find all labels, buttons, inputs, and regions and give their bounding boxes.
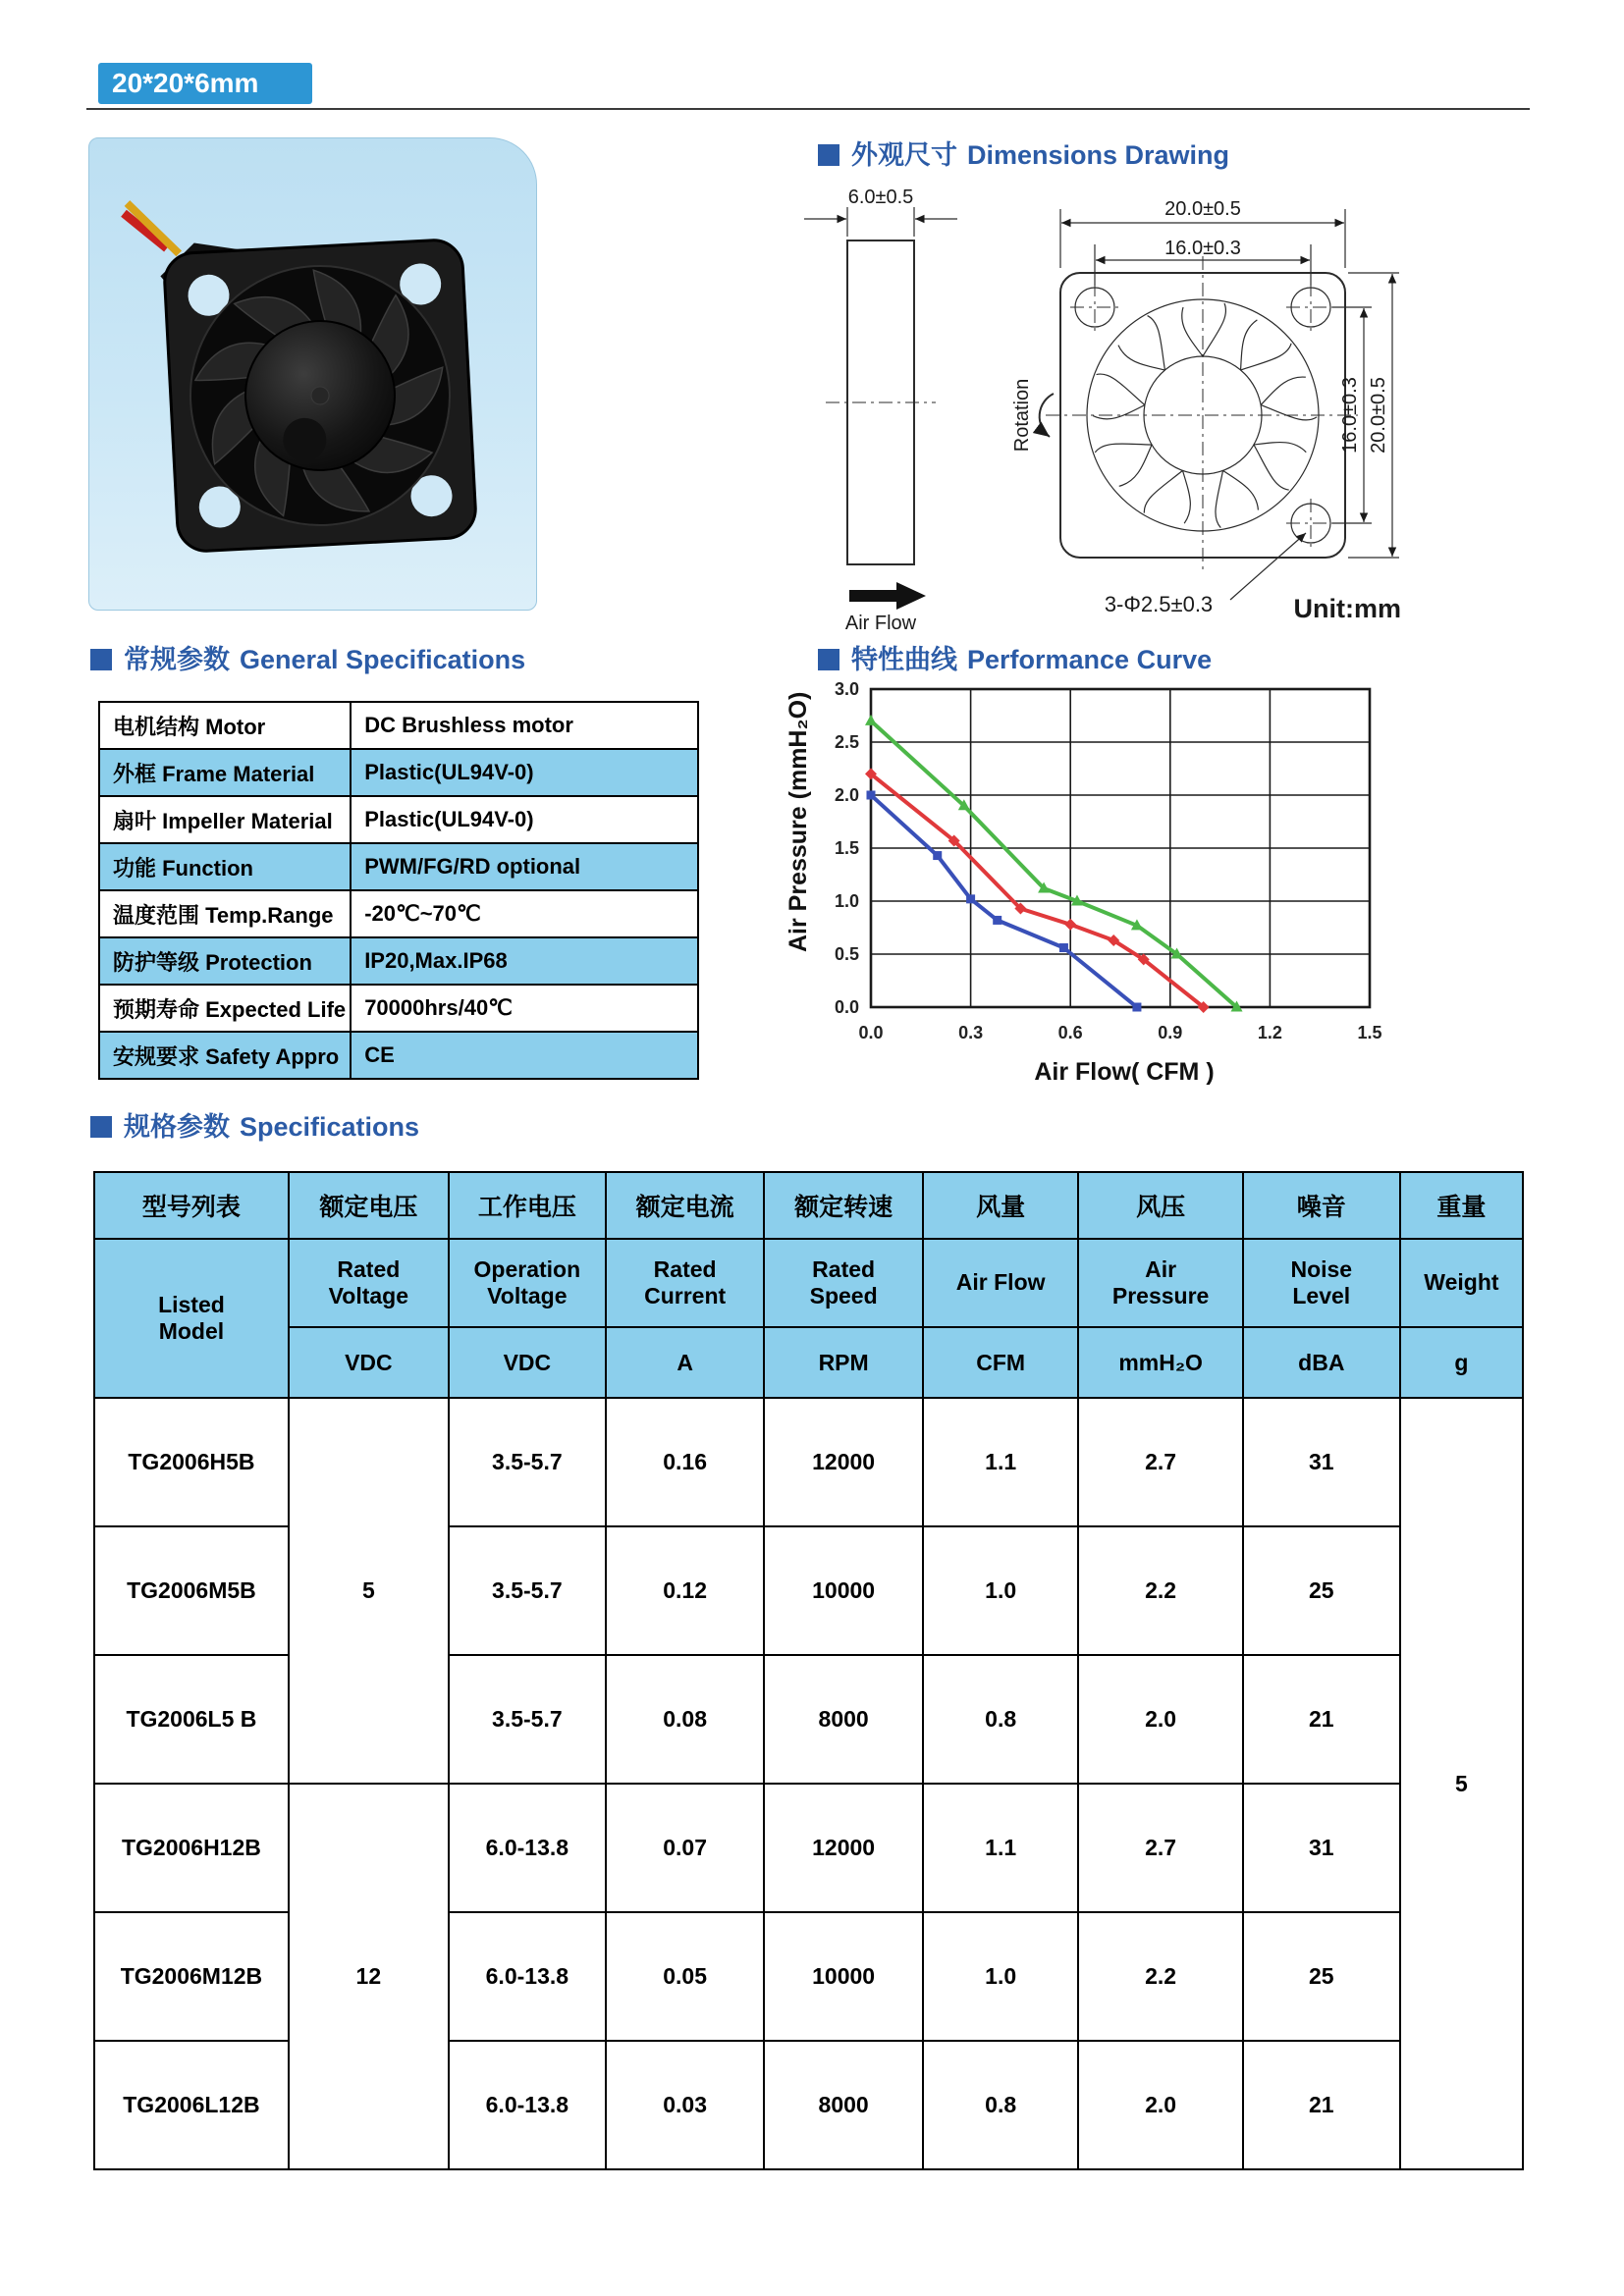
size-badge: 20*20*6mm bbox=[98, 63, 312, 104]
general-specs-table bbox=[98, 701, 699, 1080]
general-spec-row bbox=[99, 843, 698, 890]
general-spec-label: 预期寿命 Expected Life bbox=[99, 985, 351, 1032]
model-cell: TG2006L12B bbox=[94, 2041, 289, 2169]
yellow-wire bbox=[127, 200, 179, 256]
rated-current-cell: 0.16 bbox=[606, 1398, 765, 1526]
general-spec-row bbox=[99, 749, 698, 796]
model-cell: TG2006H5B bbox=[94, 1398, 289, 1526]
air-pressure-cell: 2.7 bbox=[1078, 1784, 1242, 1912]
dim-outer-width: 20.0±0.5 bbox=[1164, 198, 1241, 220]
spec-header-zh-row bbox=[94, 1172, 1523, 1239]
air-flow-cell: 0.8 bbox=[923, 2041, 1079, 2169]
rated-current-cell: 0.03 bbox=[606, 2041, 765, 2169]
y-tick-label: 1.0 bbox=[834, 891, 859, 911]
general-spec-row bbox=[99, 702, 698, 749]
unit-air-pressure: mmH₂O bbox=[1078, 1327, 1242, 1398]
header-weight-zh: 重量 bbox=[1400, 1172, 1523, 1239]
general-spec-value: PWM/FG/RD optional bbox=[351, 843, 698, 890]
header-operation-voltage-zh: 工作电压 bbox=[449, 1172, 606, 1239]
general-spec-value: Plastic(UL94V-0) bbox=[351, 749, 698, 796]
air-pressure-cell: 2.2 bbox=[1078, 1912, 1242, 2041]
operation-voltage-cell: 6.0-13.8 bbox=[449, 1912, 606, 2041]
general-spec-value: CE bbox=[351, 1032, 698, 1079]
rated-speed-cell: 10000 bbox=[764, 1526, 923, 1655]
header-noise-en: Noise Level bbox=[1243, 1239, 1400, 1327]
hub-center bbox=[311, 387, 330, 405]
general-spec-label: 安规要求 Safety Appro bbox=[99, 1032, 351, 1079]
general-spec-label: 防护等级 Protection bbox=[99, 937, 351, 985]
dimensions-section-title: 外观尺寸 Dimensions Drawing bbox=[818, 133, 1229, 172]
medium-speed-curve-marker bbox=[1064, 919, 1076, 931]
low-speed-curve-marker bbox=[1059, 943, 1068, 952]
header-rated-current-en: Rated Current bbox=[606, 1239, 765, 1327]
header-air-pressure-zh: 风压 bbox=[1078, 1172, 1242, 1239]
unit-rated-voltage: VDC bbox=[289, 1327, 449, 1398]
general-spec-label: 扇叶 Impeller Material bbox=[99, 796, 351, 843]
specifications-table bbox=[93, 1171, 1524, 2170]
dim-hole-pitch-w: 16.0±0.3 bbox=[1164, 238, 1241, 259]
unit-weight: g bbox=[1400, 1327, 1523, 1398]
rated-voltage-cell: 5 bbox=[289, 1398, 449, 1784]
air-pressure-cell: 2.7 bbox=[1078, 1398, 1242, 1526]
general-spec-row bbox=[99, 937, 698, 985]
header-rated-voltage-zh: 额定电压 bbox=[289, 1172, 449, 1239]
low-speed-curve-marker bbox=[993, 916, 1001, 925]
x-tick-label: 1.5 bbox=[1357, 1023, 1382, 1042]
y-tick-label: 0.0 bbox=[834, 997, 859, 1017]
rated-current-cell: 0.08 bbox=[606, 1655, 765, 1784]
header-operation-voltage-en: Operation Voltage bbox=[449, 1239, 606, 1327]
unit-note: Unit:mm bbox=[1293, 594, 1401, 623]
rated-voltage-cell: 12 bbox=[289, 1784, 449, 2169]
noise-cell: 25 bbox=[1243, 1912, 1400, 2041]
header-noise-zh: 噪音 bbox=[1243, 1172, 1400, 1239]
general-spec-value: DC Brushless motor bbox=[351, 702, 698, 749]
fan-photo bbox=[89, 138, 536, 610]
y-tick-label: 1.5 bbox=[834, 838, 859, 858]
specs-section-title: 规格参数 Specifications bbox=[90, 1105, 419, 1144]
unit-rated-speed: RPM bbox=[764, 1327, 923, 1398]
high-speed-curve bbox=[871, 721, 1237, 1007]
x-tick-label: 0.0 bbox=[858, 1023, 884, 1042]
airflow-label: Air Flow bbox=[844, 613, 917, 631]
y-tick-label: 3.0 bbox=[834, 679, 859, 699]
spec-header-unit-row bbox=[94, 1327, 1523, 1398]
general-spec-row bbox=[99, 1032, 698, 1079]
model-cell: TG2006M5B bbox=[94, 1526, 289, 1655]
noise-cell: 21 bbox=[1243, 2041, 1400, 2169]
medium-speed-curve bbox=[871, 774, 1204, 1007]
general-spec-label: 外框 Frame Material bbox=[99, 749, 351, 796]
general-spec-value: Plastic(UL94V-0) bbox=[351, 796, 698, 843]
header-rated-speed-en: Rated Speed bbox=[764, 1239, 923, 1327]
general-spec-row bbox=[99, 985, 698, 1032]
low-speed-curve-marker bbox=[933, 851, 942, 860]
operation-voltage-cell: 3.5-5.7 bbox=[449, 1398, 606, 1526]
y-tick-label: 2.5 bbox=[834, 732, 859, 752]
low-speed-curve-marker bbox=[867, 791, 876, 800]
general-spec-row bbox=[99, 890, 698, 937]
header-model-en: Listed Model bbox=[94, 1239, 289, 1398]
side-view bbox=[804, 187, 957, 631]
rated-speed-cell: 12000 bbox=[764, 1784, 923, 1912]
section-square-icon bbox=[818, 144, 839, 166]
product-photo-panel bbox=[88, 137, 537, 611]
x-tick-label: 0.6 bbox=[1057, 1023, 1083, 1042]
unit-air-flow: CFM bbox=[923, 1327, 1079, 1398]
rated-speed-cell: 8000 bbox=[764, 1655, 923, 1784]
section-square-icon bbox=[90, 1116, 112, 1138]
weight-cell: 5 bbox=[1400, 1398, 1523, 2169]
noise-cell: 21 bbox=[1243, 1655, 1400, 1784]
rated-current-cell: 0.12 bbox=[606, 1526, 765, 1655]
air-flow-cell: 1.1 bbox=[923, 1398, 1079, 1526]
header-air-flow-zh: 风量 bbox=[923, 1172, 1079, 1239]
general-spec-label: 温度范围 Temp.Range bbox=[99, 890, 351, 937]
fan-image bbox=[123, 186, 476, 554]
header-air-pressure-en: Air Pressure bbox=[1078, 1239, 1242, 1327]
x-tick-label: 1.2 bbox=[1257, 1023, 1282, 1042]
general-spec-label: 电机结构 Motor bbox=[99, 702, 351, 749]
general-section-title: 常规参数 General Specifications bbox=[90, 638, 525, 676]
header-rated-voltage-en: Rated Voltage bbox=[289, 1239, 449, 1327]
x-axis-label: Air Flow( CFM ) bbox=[1034, 1058, 1215, 1086]
rotation-label: Rotation bbox=[1011, 378, 1033, 453]
air-pressure-cell: 2.0 bbox=[1078, 2041, 1242, 2169]
dimensions-drawing bbox=[771, 180, 1404, 636]
rated-speed-cell: 12000 bbox=[764, 1398, 923, 1526]
performance-chart bbox=[781, 675, 1399, 1097]
unit-operation-voltage: VDC bbox=[449, 1327, 606, 1398]
operation-voltage-cell: 6.0-13.8 bbox=[449, 2041, 606, 2169]
section-square-icon bbox=[90, 649, 112, 670]
general-spec-value: -20℃~70℃ bbox=[351, 890, 698, 937]
noise-cell: 31 bbox=[1243, 1784, 1400, 1912]
header-weight-en: Weight bbox=[1400, 1239, 1523, 1327]
spec-row bbox=[94, 1784, 1523, 1912]
rated-speed-cell: 8000 bbox=[764, 2041, 923, 2169]
air-flow-cell: 1.1 bbox=[923, 1784, 1079, 1912]
header-rated-current-zh: 额定电流 bbox=[606, 1172, 765, 1239]
rated-speed-cell: 10000 bbox=[764, 1912, 923, 2041]
rated-current-cell: 0.05 bbox=[606, 1912, 765, 2041]
air-flow-cell: 0.8 bbox=[923, 1655, 1079, 1784]
operation-voltage-cell: 3.5-5.7 bbox=[449, 1655, 606, 1784]
model-cell: TG2006L5 B bbox=[94, 1655, 289, 1784]
rated-current-cell: 0.07 bbox=[606, 1784, 765, 1912]
air-flow-cell: 1.0 bbox=[923, 1912, 1079, 2041]
general-spec-value: 70000hrs/40℃ bbox=[351, 985, 698, 1032]
high-speed-curve-marker bbox=[865, 715, 877, 725]
operation-voltage-cell: 6.0-13.8 bbox=[449, 1784, 606, 1912]
general-spec-label: 功能 Function bbox=[99, 843, 351, 890]
section-square-icon bbox=[818, 649, 839, 670]
general-spec-row bbox=[99, 796, 698, 843]
spec-header-en-row bbox=[94, 1239, 1523, 1327]
unit-noise: dBA bbox=[1243, 1327, 1400, 1398]
model-cell: TG2006H12B bbox=[94, 1784, 289, 1912]
operation-voltage-cell: 3.5-5.7 bbox=[449, 1526, 606, 1655]
low-speed-curve-marker bbox=[966, 894, 975, 903]
model-cell: TG2006M12B bbox=[94, 1912, 289, 2041]
curve-section-title: 特性曲线 Performance Curve bbox=[818, 638, 1212, 676]
header-divider bbox=[86, 108, 1530, 110]
header-rated-speed-zh: 额定转速 bbox=[764, 1172, 923, 1239]
header-air-flow-en: Air Flow bbox=[923, 1239, 1079, 1327]
dim-outer-height: 20.0±0.5 bbox=[1368, 377, 1389, 454]
spec-row bbox=[94, 1398, 1523, 1526]
holes-note: 3-Φ2.5±0.3 bbox=[1104, 592, 1214, 616]
dim-thickness: 6.0±0.5 bbox=[847, 187, 914, 208]
y-tick-label: 0.5 bbox=[834, 944, 859, 964]
noise-cell: 25 bbox=[1243, 1526, 1400, 1655]
x-tick-label: 0.9 bbox=[1158, 1023, 1183, 1042]
air-flow-cell: 1.0 bbox=[923, 1526, 1079, 1655]
front-view bbox=[1011, 198, 1401, 623]
y-axis-label: Air Pressure (mmH₂O) bbox=[785, 691, 812, 952]
air-pressure-cell: 2.2 bbox=[1078, 1526, 1242, 1655]
header-model-zh: 型号列表 bbox=[94, 1172, 289, 1239]
air-pressure-cell: 2.0 bbox=[1078, 1655, 1242, 1784]
unit-rated-current: A bbox=[606, 1327, 765, 1398]
low-speed-curve-marker bbox=[1132, 1003, 1141, 1012]
noise-cell: 31 bbox=[1243, 1398, 1400, 1526]
dim-hole-pitch-h: 16.0±0.3 bbox=[1339, 377, 1361, 454]
y-tick-label: 2.0 bbox=[834, 785, 859, 805]
x-tick-label: 0.3 bbox=[958, 1023, 984, 1042]
general-spec-value: IP20,Max.IP68 bbox=[351, 937, 698, 985]
